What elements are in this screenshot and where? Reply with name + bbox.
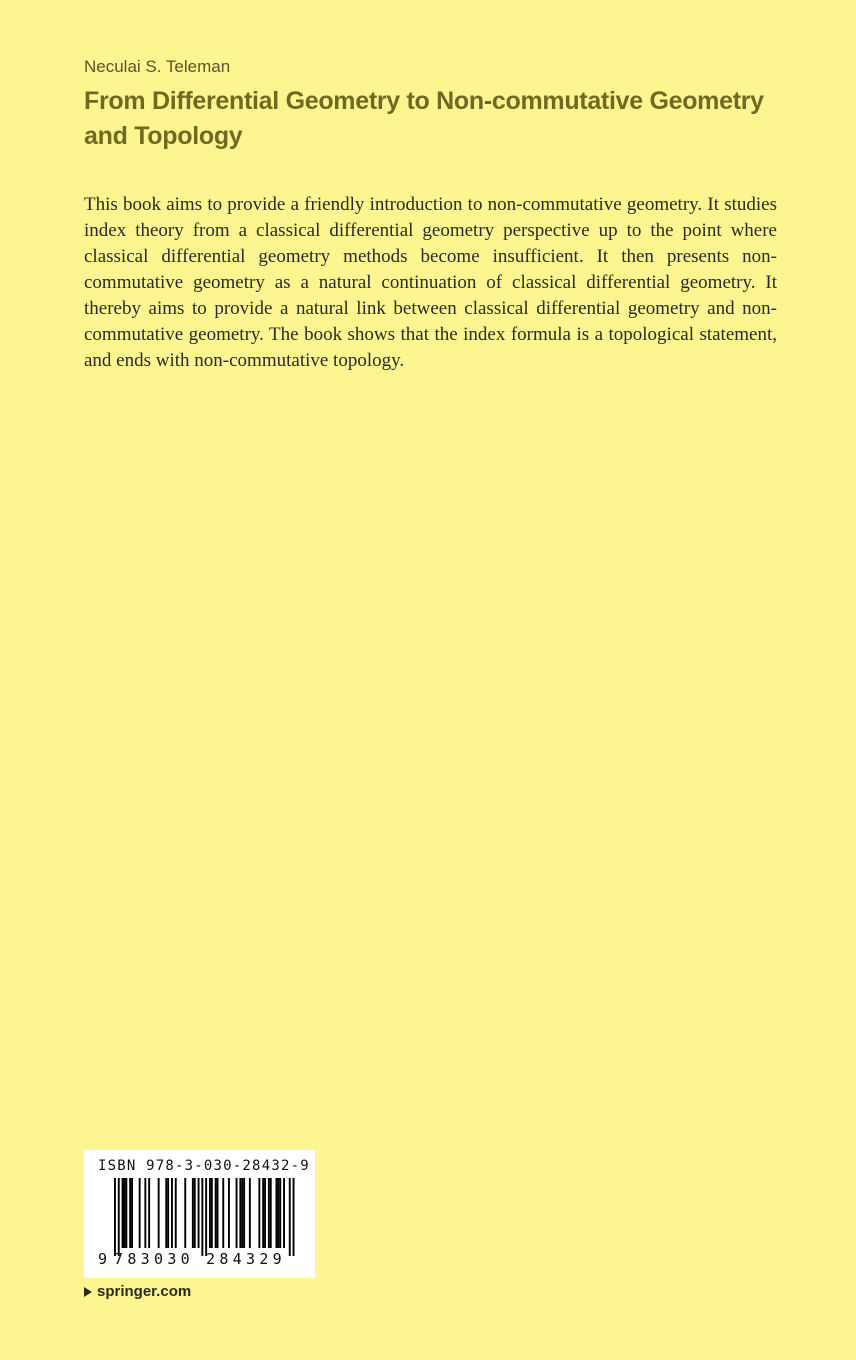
barcode-digits-left: 783030: [114, 1250, 194, 1268]
book-blurb: This book aims to provide a friendly introduction to non-commutative geometry. It studies index theory from a classical differential geometry perspective up to the point where classical differential geometry methods become insufficient. It then presents non-commutative geometry as a natural continuation of classical differential geometry. It thereby aims to provide a natural link between classical differential geometry and non-commutative geometry. The book shows that the index formula is a topological statement, and ends with non-commutative topology.: [84, 194, 777, 371]
barcode-bar: [184, 1178, 186, 1248]
barcode-bar: [277, 1178, 279, 1248]
barcode-bar: [289, 1178, 291, 1256]
barcode-bar: [114, 1178, 116, 1256]
barcode-bar: [198, 1178, 200, 1248]
barcode-bar: [241, 1178, 243, 1248]
barcode-bar: [283, 1178, 285, 1248]
barcode-bar: [217, 1178, 219, 1248]
barcode-bar: [122, 1178, 124, 1248]
barcode-bar: [201, 1178, 203, 1256]
barcode-bar: [249, 1178, 251, 1248]
publisher-link[interactable]: [84, 1283, 191, 1300]
barcode-bar: [293, 1178, 295, 1256]
barcode-bar: [131, 1178, 133, 1248]
barcode-bar: [125, 1178, 127, 1248]
barcode-bar: [144, 1178, 146, 1248]
arrow-right-icon: [84, 1287, 92, 1297]
barcode-bar: [118, 1178, 120, 1256]
barcode-bar: [165, 1178, 167, 1248]
barcode-bar: [258, 1178, 260, 1248]
barcode-bar: [139, 1178, 141, 1248]
barcode-bar: [175, 1178, 177, 1248]
barcode-bar: [215, 1178, 217, 1248]
barcode-bar: [158, 1178, 160, 1248]
isbn-barcode-box: [84, 1150, 315, 1278]
barcode-bar: [194, 1178, 196, 1248]
barcode-bar: [129, 1178, 131, 1248]
barcode-bar: [211, 1178, 213, 1248]
barcode-bar: [205, 1178, 207, 1256]
barcode-bar: [264, 1178, 266, 1248]
barcode-digit-first: 9: [98, 1250, 108, 1268]
barcode-bar: [192, 1178, 194, 1248]
barcode-bar: [268, 1178, 270, 1248]
barcode-bar: [270, 1178, 272, 1248]
barcode-bar: [124, 1178, 126, 1248]
barcode-bar: [209, 1178, 211, 1248]
barcode-digits-right: 284329: [206, 1250, 286, 1268]
barcode-bar: [236, 1178, 238, 1248]
publisher-link-label: springer.com: [97, 1283, 192, 1300]
barcode-bar: [228, 1178, 230, 1248]
barcode-bar: [262, 1178, 264, 1248]
barcode-bar: [239, 1178, 241, 1248]
barcode-bar: [148, 1178, 150, 1248]
isbn-label: ISBN 978-3-030-28432-9: [98, 1158, 310, 1174]
barcode-bar: [171, 1178, 173, 1248]
barcode-bar: [279, 1178, 281, 1248]
barcode-bar: [276, 1178, 278, 1248]
barcode-bar: [167, 1178, 169, 1248]
book-title: From Differential Geometry to Non-commutative Geometry and Topology: [84, 87, 764, 150]
barcode-bar: [222, 1178, 224, 1248]
author-name: Neculai S. Teleman: [84, 57, 231, 76]
barcode-bar: [243, 1178, 245, 1248]
